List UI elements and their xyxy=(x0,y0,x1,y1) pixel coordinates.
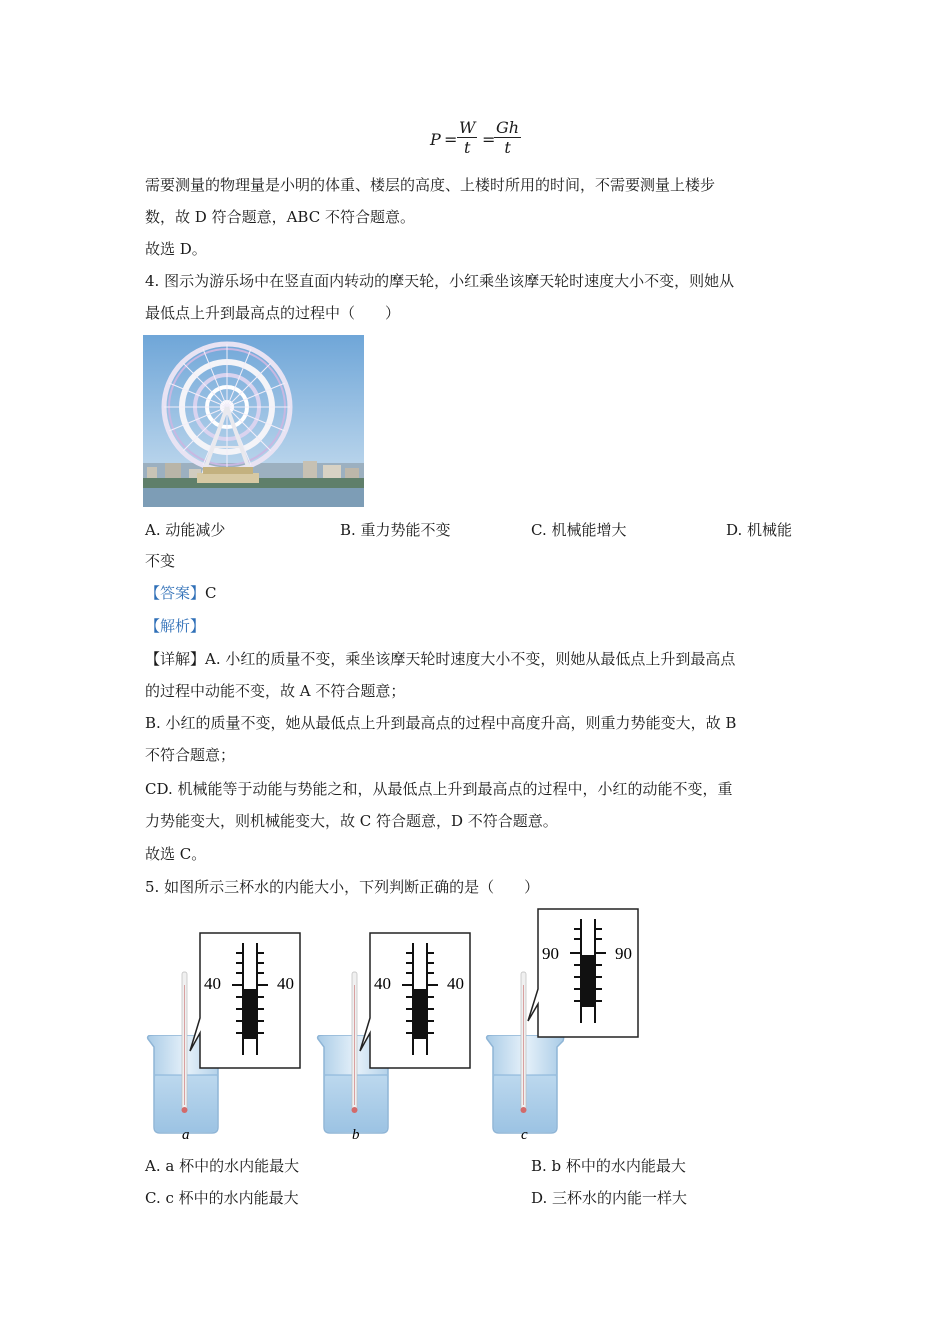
q5-option-a: A. a 杯中的水内能最大 xyxy=(145,1157,300,1175)
formula-eq-2: = xyxy=(482,130,496,149)
detail-label: 【详解】 xyxy=(145,650,206,668)
question-4-stem-2: 最低点上升到最高点的过程中（ ） xyxy=(145,304,401,322)
detail-text-1: A. 小红的质量不变，乘坐该摩天轮时速度大小不变，则她从最低点上升到最高点 xyxy=(205,650,736,668)
q4-option-d-continued: 不变 xyxy=(145,552,176,570)
q5-option-d: D. 三杯水的内能一样大 xyxy=(531,1189,688,1207)
formula-eq-1: = xyxy=(444,130,458,149)
text-line-2: 数，故 D 符合题意，ABC 不符合题意。 xyxy=(145,208,415,226)
formula-denominator-1: t xyxy=(464,138,471,157)
beaker-c-reading-left: 90 xyxy=(542,944,559,963)
formula-denominator-2: t xyxy=(504,138,511,157)
text-line-3: 故选 D。 xyxy=(145,240,207,258)
detail-line-2: 的过程中动能不变，故 A 不符合题意； xyxy=(145,682,406,700)
question-5-stem: 5. 如图所示三杯水的内能大小，下列判断正确的是（ ） xyxy=(145,878,540,896)
beaker-b-reading-left: 40 xyxy=(374,974,391,993)
beaker-c-label: c xyxy=(521,1127,528,1143)
detail-line-4: 不符合题意； xyxy=(145,746,236,764)
beakers-figure xyxy=(140,905,660,1145)
beaker-b xyxy=(318,933,470,1143)
detail-line-3: B. 小红的质量不变，她从最低点上升到最高点的过程中高度升高，则重力势能变大，故 B xyxy=(145,714,737,732)
answer-label: 【答案】 xyxy=(145,584,206,602)
power-formula xyxy=(430,118,550,164)
beaker-c-reading-right: 90 xyxy=(615,944,632,963)
question-4-stem-1: 4. 图示为游乐场中在竖直面内转动的摩天轮，小红乘坐该摩天轮时速度大小不变，则她从 xyxy=(145,272,735,290)
detail-line-6: 力势能变大，则机械能变大，故 C 符合题意，D 不符合题意。 xyxy=(145,812,558,830)
ferris-wheel-photo xyxy=(143,335,364,507)
detail-line-7: 故选 C。 xyxy=(145,845,207,863)
formula-lhs: P xyxy=(430,130,441,149)
answer-line xyxy=(145,583,217,603)
formula-numerator-2: Gh xyxy=(496,118,520,137)
analysis-label: 【解析】 xyxy=(145,617,206,635)
beaker-a-reading-right: 40 xyxy=(277,974,294,993)
text-line-1: 需要测量的物理量是小明的体重、楼层的高度、上楼时所用的时间，不需要测量上楼步 xyxy=(145,176,716,194)
q4-option-d: D. 机械能 xyxy=(726,521,793,539)
beaker-c xyxy=(487,909,638,1143)
detail-line-5: CD. 机械能等于动能与势能之和，从最低点上升到最高点的过程中，小红的动能不变，重 xyxy=(145,780,733,798)
formula-fraction-1 xyxy=(457,118,477,157)
beaker-a xyxy=(148,933,300,1143)
q4-option-c: C. 机械能增大 xyxy=(531,521,627,539)
q5-option-c: C. c 杯中的水内能最大 xyxy=(145,1189,299,1207)
q5-option-b: B. b 杯中的水内能最大 xyxy=(531,1157,686,1175)
beaker-a-reading-left: 40 xyxy=(204,974,221,993)
detail-line-1 xyxy=(145,649,735,669)
beaker-b-label: b xyxy=(352,1127,360,1143)
beaker-b-reading-right: 40 xyxy=(447,974,464,993)
q4-option-b: B. 重力势能不变 xyxy=(340,521,451,539)
beaker-a-label: a xyxy=(182,1127,190,1143)
formula-fraction-2 xyxy=(494,118,521,157)
answer-value: C xyxy=(205,584,217,602)
formula-numerator-1: W xyxy=(459,118,476,137)
q4-option-a: A. 动能减少 xyxy=(145,521,226,539)
